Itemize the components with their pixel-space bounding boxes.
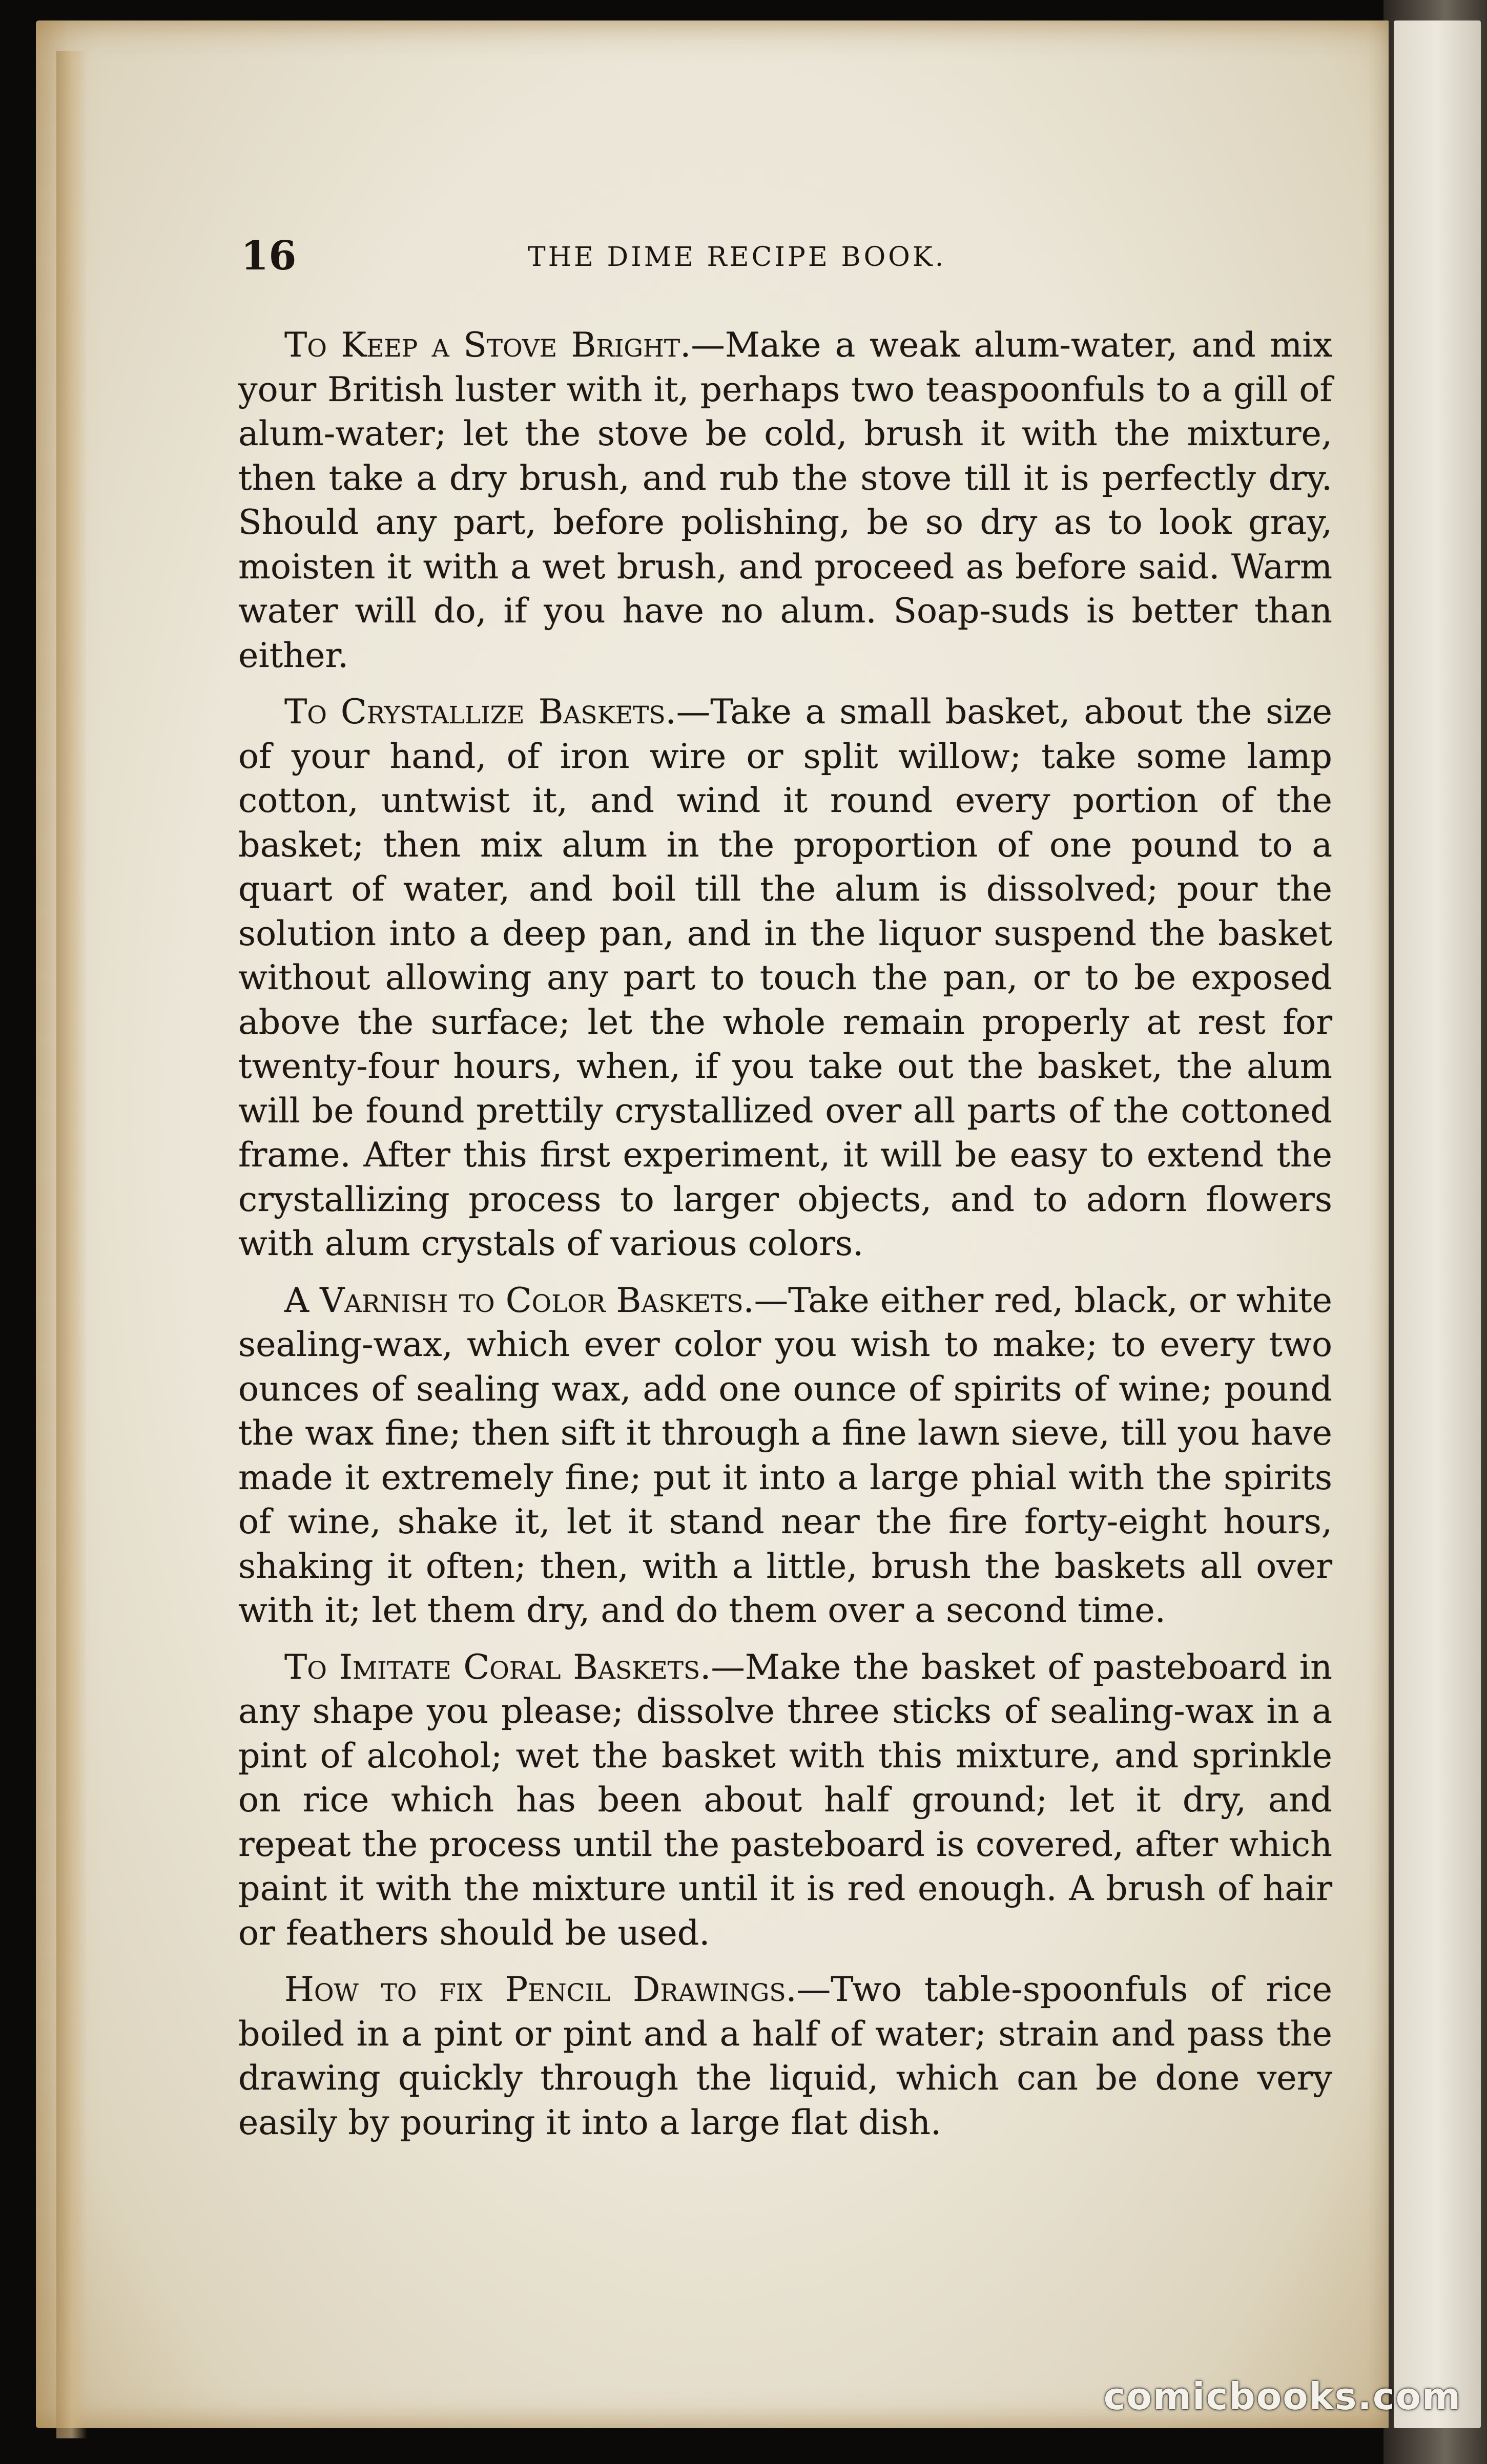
recipe-pencil-drawings: [238, 1967, 1332, 2144]
recipe-coral-baskets: [238, 1645, 1332, 1955]
recipe-title: A Varnish to Color Baskets.: [284, 1280, 754, 1320]
recipe-crystallize-baskets: [238, 690, 1332, 1266]
recipe-varnish-baskets: [238, 1278, 1332, 1633]
recipe-body: —Take a small basket, about the size of your hand, of iron wire or split willow; take some lamp cotton, untwist it, and wind it round every portion of the basket; then mix alum in the proportion of one pound to a quart of water, and boil till the alum is dissolved; pour the solution into a deep pan, and in the liquor suspend the basket without allowing any part to touch the pan, or to be exposed above the surface; let the whole remain properly at rest for twenty-four hours, when, if you take out the basket, the alum will be found prettily crystallized over all parts of the cottoned frame. After this first experiment, it will be easy to extend the crystallizing process to larger objects, and to adorn flowers with alum crystals of various colors.: [238, 692, 1332, 1263]
recipe-title: How to fix Pencil Drawings.: [284, 1969, 797, 2009]
page-content: [238, 323, 1332, 2157]
recipe-body: —Make the basket of pasteboard in any shape you please; dissolve three sticks of sealing-wax in a pint of alcohol; wet the basket with this mixture, and sprinkle on rice which has been about half ground; let it dry, and repeat the process until the pasteboard is covered, after which paint it with the mixture until it is red enough. A brush of hair or feathers should be used.: [238, 1646, 1332, 1953]
recipe-body: —Make a weak alum-water, and mix your British luster with it, perhaps two teaspoonfuls to a gill of alum-water; let the stove be cold, brush it with the mixture, then take a dry brush, and rub the stove till it is perfectly dry. Should any part, before polishing, be so dry as to look gray, moisten it with a wet brush, and proceed as before said. Warm water will do, if you have no alum. Soap-suds is better than either.: [238, 325, 1333, 675]
running-head: THE DIME RECIPE BOOK.: [528, 242, 946, 273]
recipe-stove-bright: [238, 323, 1332, 677]
page-header: [241, 231, 1061, 282]
adjacent-page: [1394, 20, 1481, 2428]
recipe-body: —Two table-spoonfuls of rice boiled in a pint or pint and a half of water; strain and pass the drawing quickly through the liquid, which can be done very easily by pouring it into a large flat dish.: [238, 1969, 1332, 2142]
page-binding-edge: [56, 51, 87, 2438]
recipe-title: To Keep a Stove Bright.: [284, 325, 691, 365]
recipe-title: To Crystallize Baskets.: [284, 692, 676, 732]
recipe-title: To Imitate Coral Baskets.: [284, 1646, 711, 1687]
watermark: comicbooks.com: [1103, 2375, 1461, 2418]
recipe-body: —Take either red, black, or white sealing-wax, which ever color you wish to make; to every two ounces of sealing wax, add one ounce of spirits of wine; pound the wax fine; then sift it through a fine lawn sieve, till you have made it extremely fine; put it into a large phial with the spirits of wine, shake it, let it stand near the fire forty-eight hours, shaking it often; then, with a little, brush the baskets all over with it; let them dry, and do them over a second time.: [238, 1280, 1332, 1630]
page-number: 16: [241, 233, 297, 279]
